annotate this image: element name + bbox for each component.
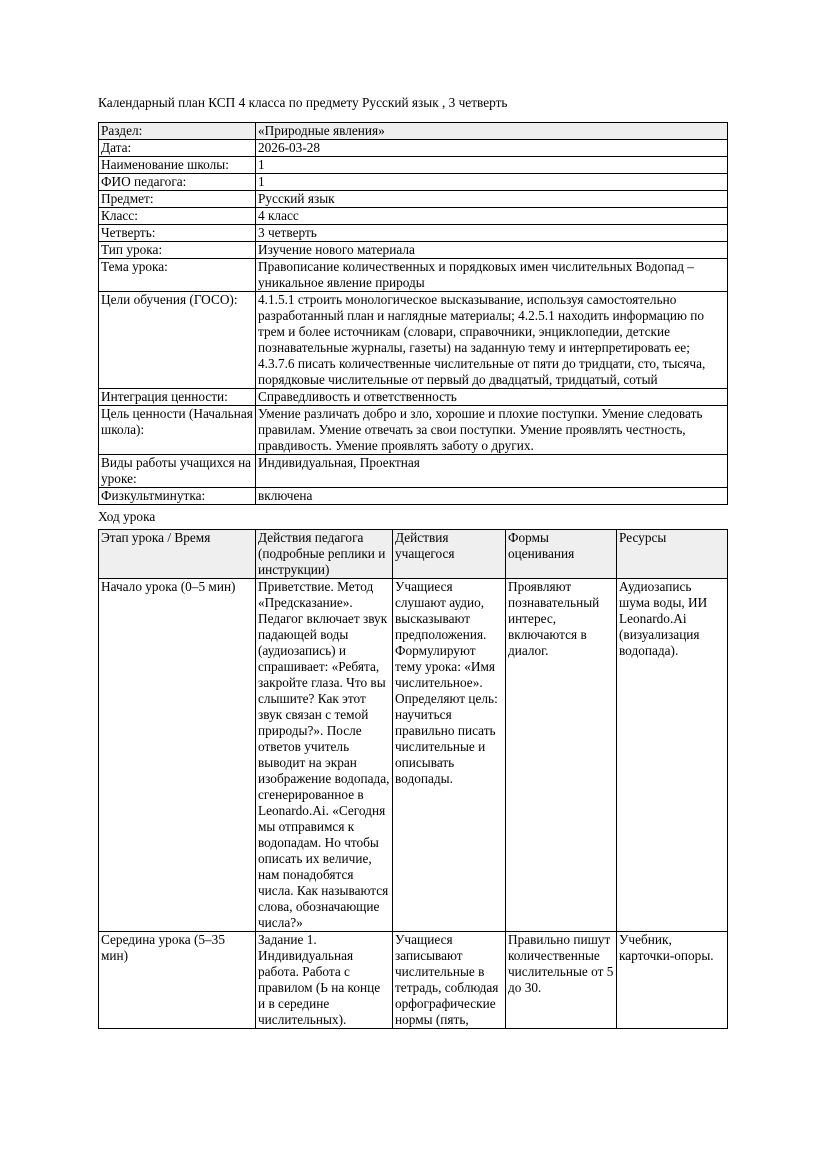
info-table-row bbox=[99, 488, 728, 505]
lesson-flow-table bbox=[98, 529, 728, 1029]
info-table-row bbox=[99, 455, 728, 488]
lesson-resources-cell bbox=[617, 932, 728, 1029]
lesson-info-table bbox=[98, 122, 728, 505]
lesson-student-cell: Учащиеся слушают аудио, высказывают предположения. Формулируют тему урока: «Имя числительное». Определяют цель: научиться правильно писать числительные и описывать водопады. bbox=[393, 579, 506, 932]
info-label-cell: Тип урока: bbox=[99, 242, 256, 259]
info-label-cell: Наименование школы: bbox=[99, 157, 256, 174]
lesson-teacher-text: Задание 1. Индивидуальная работа. Работа с правилом (Ь на конце и в середине числительных). bbox=[258, 932, 381, 1027]
info-value-cell: «Природные явления» bbox=[256, 123, 728, 140]
lesson-stage-cell bbox=[99, 932, 256, 1029]
info-table-row bbox=[99, 191, 728, 208]
info-table-row bbox=[99, 225, 728, 242]
info-label-cell: Физкультминутка: bbox=[99, 488, 256, 505]
lesson-table-body bbox=[99, 579, 728, 1029]
info-table-row bbox=[99, 389, 728, 406]
info-table-row bbox=[99, 123, 728, 140]
info-value-cell: Правописание количественных и порядковых имен числительных Водопад – уникальное явление природы bbox=[256, 259, 728, 292]
info-label-cell: Четверть: bbox=[99, 225, 256, 242]
lesson-table-header-row bbox=[99, 530, 728, 579]
lesson-header-cell: Ресурсы bbox=[617, 530, 728, 579]
lesson-table-row bbox=[99, 932, 728, 1029]
info-table-row bbox=[99, 208, 728, 225]
info-label-cell: Интеграция ценности: bbox=[99, 389, 256, 406]
lesson-teacher-cell bbox=[256, 932, 393, 1029]
lesson-header-cell: Действия педагога (подробные реплики и инструкции) bbox=[256, 530, 393, 579]
info-label-cell: Раздел: bbox=[99, 123, 256, 140]
info-value-cell: Изучение нового материала bbox=[256, 242, 728, 259]
lesson-assessment-text: Правильно пишут количественные числительные от 5 до 30. bbox=[508, 932, 614, 995]
info-value-cell: 2026-03-28 bbox=[256, 140, 728, 157]
info-label-cell: Цели обучения (ГОСО): bbox=[99, 292, 256, 389]
info-value-cell: 1 bbox=[256, 174, 728, 191]
lesson-resources-cell: Аудиозапись шума воды, ИИ Leonardo.Ai (визуализация водопада). bbox=[617, 579, 728, 932]
lesson-header-cell: Формы оценивания bbox=[506, 530, 617, 579]
lesson-stage-cell: Начало урока (0–5 мин) bbox=[99, 579, 256, 932]
info-value-cell: 4.1.5.1 строить монологическое высказывание, используя самостоятельно разработанный план и наглядные материалы; 4.2.5.1 находить информацию по трем и более источникам (словари, справочники, энциклопедии, детские познавательные журналы, газеты) на заданную тему и интерпретировать ее; 4.3.7.6 писать количественные числительные от пяти до тридцати, сто, тысяча, порядковые числительные от первый до двадцатый, тридцатый, сотый bbox=[256, 292, 728, 389]
info-value-cell: 3 четверть bbox=[256, 225, 728, 242]
lesson-assessment-cell bbox=[506, 932, 617, 1029]
info-table-row bbox=[99, 406, 728, 455]
info-value-cell: включена bbox=[256, 488, 728, 505]
lesson-assessment-cell: Проявляют познавательный интерес, включаются в диалог. bbox=[506, 579, 617, 932]
info-label-cell: Дата: bbox=[99, 140, 256, 157]
info-value-cell: Русский язык bbox=[256, 191, 728, 208]
section-heading: Ход урока bbox=[98, 509, 156, 524]
info-value-cell: Умение различать добро и зло, хорошие и плохие поступки. Умение следовать правилам. Умение отвечать за свои поступки. Умение проявлять честность, правдивость. Умение проявлять заботу о других. bbox=[256, 406, 728, 455]
info-table-body bbox=[99, 123, 728, 505]
lesson-resources-text: Учебник, карточки-опоры. bbox=[619, 932, 714, 963]
info-table-row bbox=[99, 174, 728, 191]
info-label-cell: Предмет: bbox=[99, 191, 256, 208]
info-value-cell: 1 bbox=[256, 157, 728, 174]
info-label-cell: Цель ценности (Начальная школа): bbox=[99, 406, 256, 455]
info-value-cell: 4 класс bbox=[256, 208, 728, 225]
info-table-row bbox=[99, 292, 728, 389]
info-label-cell: Тема урока: bbox=[99, 259, 256, 292]
info-table-row bbox=[99, 259, 728, 292]
lesson-stage-text: Середина урока (5–35 мин) bbox=[101, 932, 225, 963]
info-label-cell: ФИО педагога: bbox=[99, 174, 256, 191]
page-title: Календарный план КСП 4 класса по предмету Русский язык , 3 четверть bbox=[98, 95, 508, 110]
lesson-header-cell: Этап урока / Время bbox=[99, 530, 256, 579]
info-table-row bbox=[99, 157, 728, 174]
info-label-cell: Виды работы учащихся на уроке: bbox=[99, 455, 256, 488]
info-value-cell: Справедливость и ответственность bbox=[256, 389, 728, 406]
info-table-row bbox=[99, 140, 728, 157]
lesson-student-cell bbox=[393, 932, 506, 1029]
lesson-table-row bbox=[99, 579, 728, 932]
lesson-student-text: Учащиеся записывают числительные в тетрадь, соблюдая орфографические нормы (пять, bbox=[395, 932, 499, 1027]
info-label-cell: Класс: bbox=[99, 208, 256, 225]
lesson-teacher-cell: Приветствие. Метод «Предсказание». Педагог включает звук падающей воды (аудиозапись) и спрашивает: «Ребята, закройте глаза. Что вы слышите? Как этот звук связан с темой природы?». После ответов учитель выводит на экран изображение водопада, сгенерированное в Leonardo.Ai. «Сегодня мы отправимся к водопадам. Но чтобы описать их величие, нам понадобятся числа. Как называются слова, обозначающие числа?» bbox=[256, 579, 393, 932]
lesson-header-cell: Действия учащегося bbox=[393, 530, 506, 579]
info-value-cell: Индивидуальная, Проектная bbox=[256, 455, 728, 488]
info-table-row bbox=[99, 242, 728, 259]
